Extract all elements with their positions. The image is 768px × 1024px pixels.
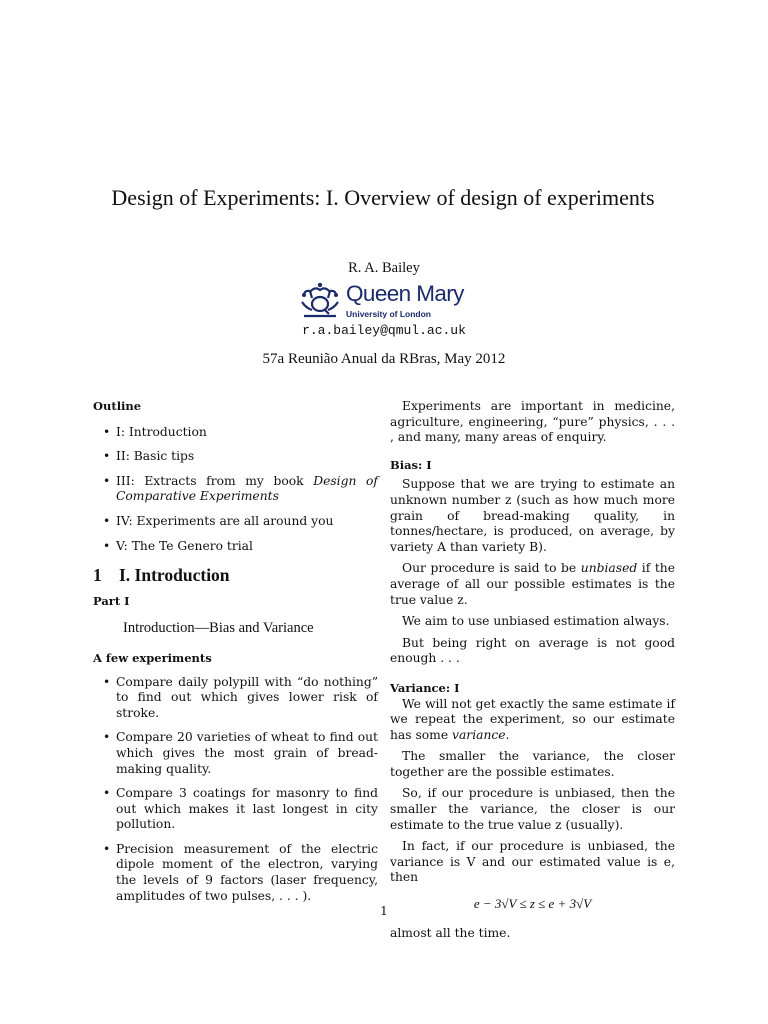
author-email: r.a.bailey@qmul.ac.uk <box>302 323 466 338</box>
book-title: Design of Comparative Experiments <box>116 473 378 504</box>
author-name: R. A. Bailey <box>348 260 420 276</box>
part-heading: Part I <box>93 593 130 608</box>
page-number: 1 <box>380 904 388 918</box>
section-heading: 1 I. Introduction <box>93 565 230 586</box>
left-column <box>93 399 378 913</box>
list-item: • Compare 20 varieties of wheat to find out which gives the most grain of bread-making quality. <box>93 730 378 777</box>
bias-paragraph: Our procedure is said to be unbiased if the average of all our possible estimates is the true value z. <box>390 561 675 607</box>
list-item: • I: Introduction <box>93 425 378 441</box>
logo-subtitle: University of London <box>346 309 431 319</box>
conference-line: 57a Reunião Anual da RBras, May 2012 <box>262 351 506 367</box>
right-column <box>390 399 675 947</box>
variance-heading: Variance: I <box>390 680 460 695</box>
variance-paragraph: In fact, if our procedure is unbiased, the variance is V and our estimated value is e, then <box>390 839 675 885</box>
paper-title: Design of Experiments: I. Overview of design of experiments <box>111 185 655 210</box>
bias-heading: Bias: I <box>390 457 432 472</box>
list-item: • Compare 3 coatings for masonry to find out which makes it last longest in city pollution. <box>93 786 378 833</box>
list-item: • Precision measurement of the electric dipole moment of the electron, varying the levels of 9 factors (laser frequency, amplitudes of two pulses, . . . ). <box>93 842 378 904</box>
outline-list <box>93 425 378 555</box>
logo-wordmark: Queen Mary <box>346 281 464 306</box>
experiments-list <box>93 675 378 905</box>
variance-paragraph: The smaller the variance, the closer together are the possible estimates. <box>390 749 675 779</box>
list-item: • Compare daily polypill with “do nothing” to find out which gives lower risk of stroke. <box>93 675 378 722</box>
bias-paragraph: Suppose that we are trying to estimate an unknown number z (such as how much more grain of bread-making quality, in tonnes/hectare, is produced, on average, by variety A than variety B). <box>390 477 675 554</box>
outline-heading: Outline <box>93 399 142 413</box>
variance-paragraph: So, if our procedure is unbiased, then the smaller the variance, the closer is our estimate to the true value z (usually). <box>390 786 675 832</box>
list-item: • III: Extracts from my book Design of Comparative Experiments <box>93 474 378 505</box>
experiments-heading: A few experiments <box>93 650 212 665</box>
bias-paragraph: We aim to use unbiased estimation always. <box>402 614 670 629</box>
list-item: • II: Basic tips <box>93 449 378 465</box>
list-item: • IV: Experiments are all around you <box>93 514 378 530</box>
variance-formula: e − 3√V ≤ z ≤ e + 3√V <box>473 896 592 912</box>
crown-icon <box>298 282 342 320</box>
intro-paragraph: Experiments are important in medicine, agriculture, engineering, “pure” physics, . . . , and many, many areas of enquiry. <box>390 399 675 445</box>
list-item: • V: The Te Genero trial <box>93 539 378 555</box>
part-title: Introduction—Bias and Variance <box>123 620 314 637</box>
variance-paragraph: We will not get exactly the same estimate if we repeat the experiment, so our estimate has some variance. <box>390 696 675 742</box>
variance-paragraph: almost all the time. <box>390 925 511 940</box>
bias-paragraph: But being right on average is not good enough . . . <box>390 635 675 666</box>
university-logo <box>298 282 474 322</box>
